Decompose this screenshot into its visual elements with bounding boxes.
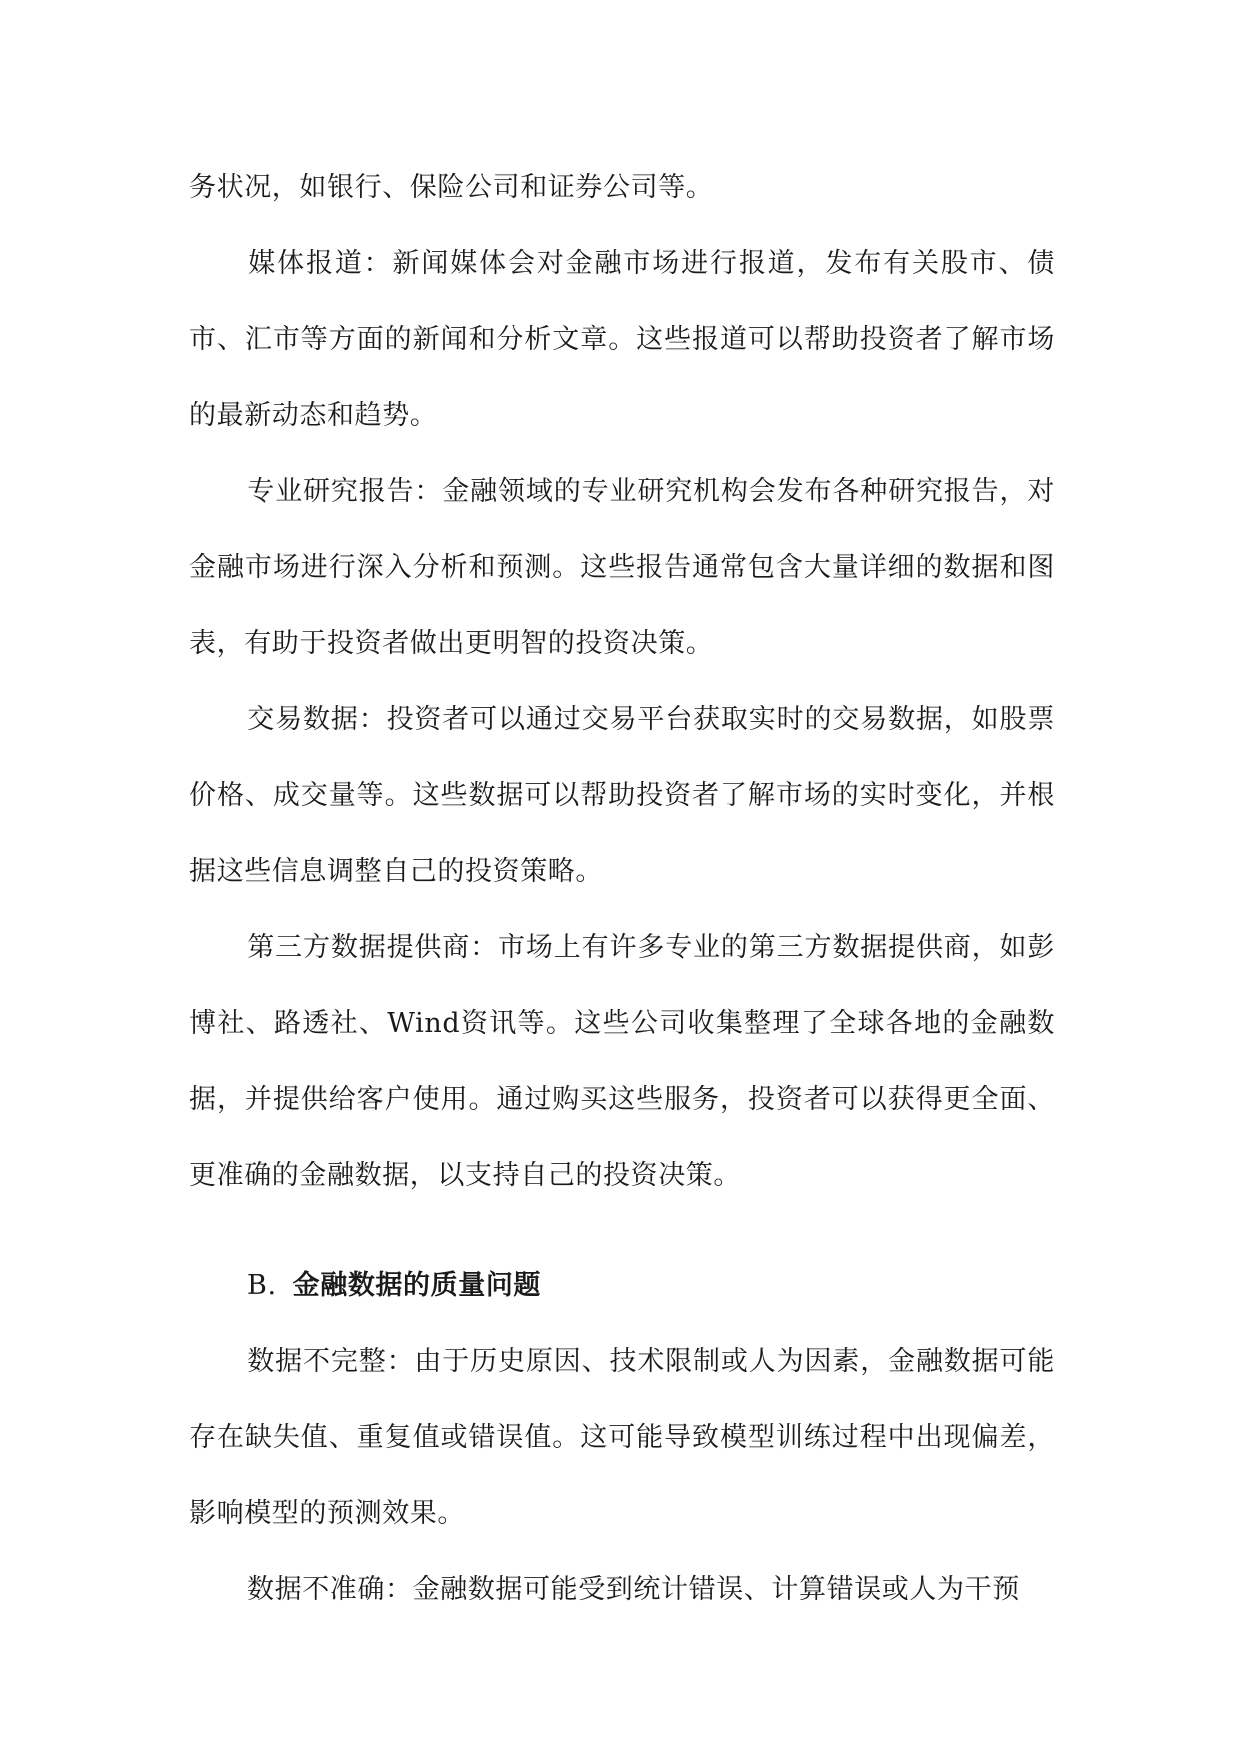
paragraph-text: 务状况，如银行、保险公司和证券公司等。	[189, 172, 714, 203]
paragraph-text: 交易数据：投资者可以通过交易平台获取实时的交易数据，如股票价格、成交量等。这些数据可以帮助投资者了解市场的实时变化，并根据这些信息调整自己的投资策略。	[189, 704, 1055, 887]
paragraph-inaccurate-data	[0, 1552, 1055, 1628]
paragraph-text: 数据不准确：金融数据可能受到统计错误、计算错误或人为干预	[247, 1574, 1020, 1605]
section-heading	[0, 1248, 1241, 1324]
paragraph-text: 第三方数据提供商：市场上有许多专业的第三方数据提供商，如彭博社、路透社、Wind资讯等。这些公司收集整理了全球各地的金融数据，并提供给客户使用。通过购买这些服务，投资者可以获得更全面、更准确的金融数据，以支持自己的投资决策。	[189, 932, 1055, 1191]
paragraph-text: 数据不完整：由于历史原因、技术限制或人为因素，金融数据可能存在缺失值、重复值或错误值。这可能导致模型训练过程中出现偏差，影响模型的预测效果。	[189, 1346, 1055, 1529]
paragraph-media-reports	[0, 226, 1055, 454]
section-title: 金融数据的质量问题	[292, 1270, 542, 1301]
section-label: B.	[247, 1270, 277, 1301]
paragraph-research-reports	[0, 454, 1055, 682]
paragraph-text: 媒体报道：新闻媒体会对金融市场进行报道，发布有关股市、债市、汇市等方面的新闻和分析文章。这些报道可以帮助投资者了解市场的最新动态和趋势。	[189, 248, 1055, 431]
paragraph-third-party-providers	[0, 910, 1055, 1214]
paragraph-trading-data	[0, 682, 1055, 910]
paragraph-text: 专业研究报告：金融领域的专业研究机构会发布各种研究报告，对金融市场进行深入分析和预测。这些报告通常包含大量详细的数据和图表，有助于投资者做出更明智的投资决策。	[189, 476, 1055, 659]
paragraph-continuation	[0, 150, 1055, 226]
paragraph-incomplete-data	[0, 1324, 1055, 1552]
